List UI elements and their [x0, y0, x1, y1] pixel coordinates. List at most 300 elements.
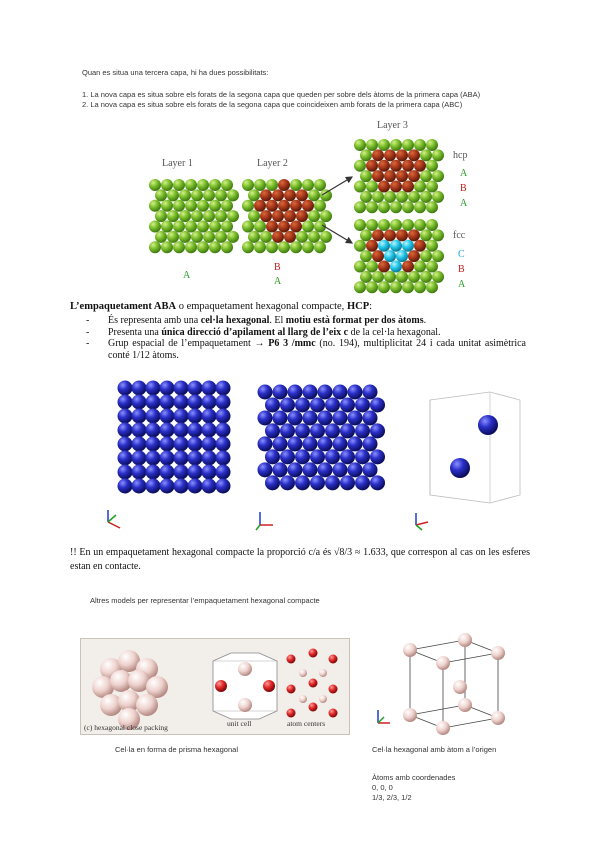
green-sphere: [167, 231, 179, 243]
layer2-letter-b: B: [274, 262, 281, 273]
navy-sphere: [174, 451, 189, 466]
green-sphere: [215, 189, 227, 201]
navy-sphere: [118, 465, 133, 480]
fcc-sphere: [366, 281, 378, 293]
navy-sphere: [132, 465, 147, 480]
red-atom: [309, 649, 318, 658]
navy-sphere: [146, 381, 161, 396]
hcp-sphere: [378, 181, 390, 193]
layer2-sphere: [314, 200, 326, 212]
fcc-sphere: [390, 219, 402, 231]
fcc-sphere: [372, 250, 384, 262]
navy-sphere: [355, 397, 370, 412]
hcp-side-view: [258, 385, 386, 491]
green-sphere: [173, 200, 185, 212]
layer2-sphere: [302, 241, 314, 253]
green-sphere: [215, 231, 227, 243]
close-packing-cluster: [92, 650, 168, 730]
hcp-sphere: [414, 160, 426, 172]
hcp-section-title: L’empaquetament ABA o empaquetament hexagonal compacte, HCP:: [70, 301, 373, 312]
navy-sphere: [265, 475, 280, 490]
unit-cell-atom-bottom: [450, 458, 470, 478]
fcc-sphere: [408, 229, 420, 241]
green-sphere: [161, 179, 173, 191]
navy-sphere: [333, 410, 348, 425]
navy-sphere: [160, 395, 175, 410]
hexagonal-close-packing-panel: [80, 638, 350, 735]
green-sphere: [227, 210, 239, 222]
navy-sphere: [318, 410, 333, 425]
layer2-sphere: [302, 179, 314, 191]
hcp-sphere: [396, 149, 408, 161]
intro-text: Quan es situa una tercera capa, hi ha dues possibilitats:: [82, 68, 269, 77]
layer2-label: Layer 2: [257, 158, 288, 169]
fcc-sphere: [366, 240, 378, 252]
hcp-top-view: [118, 381, 231, 494]
green-sphere: [161, 200, 173, 212]
fcc-letter-c: C: [458, 249, 465, 260]
unit-cell-atom-top: [478, 415, 498, 435]
green-sphere: [167, 189, 179, 201]
fcc-sphere: [396, 250, 408, 262]
hcp-sphere: [366, 181, 378, 193]
navy-sphere: [188, 465, 203, 480]
fcc-sphere: [366, 219, 378, 231]
layer2-sphere: [290, 241, 302, 253]
pink-atom: [319, 695, 327, 703]
layer2-letter-a: A: [274, 276, 282, 287]
navy-sphere: [348, 462, 363, 477]
navy-sphere: [303, 385, 318, 400]
layer2-sphere: [272, 189, 284, 201]
red-atom: [309, 679, 318, 688]
red-atom: [329, 655, 338, 664]
hcp-sphere: [402, 181, 414, 193]
hexagonal-cell-origin-figure: [370, 625, 530, 745]
navy-sphere: [303, 462, 318, 477]
layer2-sphere: [278, 179, 290, 191]
navy-sphere: [146, 395, 161, 410]
navy-sphere: [174, 395, 189, 410]
red-atom: [287, 709, 296, 718]
hcp-sphere: [426, 181, 438, 193]
navy-sphere: [318, 462, 333, 477]
navy-sphere: [188, 437, 203, 452]
hcp-sphere: [354, 139, 366, 151]
fcc-sphere: [414, 219, 426, 231]
green-sphere: [161, 241, 173, 253]
fcc-sphere: [414, 281, 426, 293]
green-sphere: [197, 179, 209, 191]
pink-atom: [299, 669, 307, 677]
fcc-sphere: [402, 281, 414, 293]
green-sphere: [155, 210, 167, 222]
fcc-sphere: [432, 271, 444, 283]
layer2-sphere: [284, 189, 296, 201]
fcc-sphere: [378, 219, 390, 231]
green-sphere: [149, 179, 161, 191]
navy-sphere: [273, 385, 288, 400]
green-sphere: [185, 200, 197, 212]
navy-sphere: [202, 479, 217, 494]
navy-sphere: [325, 449, 340, 464]
arrow-to-hcp: [322, 177, 352, 195]
hcp-sphere: [420, 149, 432, 161]
layer2-sphere: [242, 179, 254, 191]
layer2-sphere: [242, 221, 254, 233]
navy-sphere: [174, 423, 189, 438]
fcc-sphere: [366, 261, 378, 273]
layer2-sphere: [320, 210, 332, 222]
hcp-sphere: [390, 160, 402, 172]
navy-sphere: [318, 385, 333, 400]
bullet-space-group: - Grup espacial de l’empaquetament → P6 3 /mmc (no. 194), multiplicitat 24 i cada unitat asimètrica conté 1/12 àtoms.: [86, 338, 526, 361]
navy-sphere: [118, 479, 133, 494]
layer2-sphere: [266, 179, 278, 191]
green-sphere: [221, 241, 233, 253]
hcp-sphere: [384, 191, 396, 203]
navy-sphere: [132, 395, 147, 410]
hcp-sphere: [396, 170, 408, 182]
navy-sphere: [202, 465, 217, 480]
green-sphere: [173, 221, 185, 233]
navy-sphere: [258, 410, 273, 425]
navy-sphere: [363, 436, 378, 451]
navy-sphere: [160, 437, 175, 452]
navy-sphere: [216, 395, 231, 410]
fcc-sphere: [426, 281, 438, 293]
unit-cell-drawing: [213, 653, 277, 719]
fcc-sphere: [432, 250, 444, 262]
green-sphere: [185, 221, 197, 233]
layer2-sphere: [260, 210, 272, 222]
navy-sphere: [202, 381, 217, 396]
fcc-sphere: [378, 281, 390, 293]
hcp-sphere: [366, 201, 378, 213]
hcp-unit-cell-view: [430, 392, 520, 503]
fcc-letter-a: A: [458, 279, 466, 290]
navy-sphere: [288, 385, 303, 400]
navy-sphere: [355, 449, 370, 464]
pink-sphere: [136, 694, 158, 716]
navy-sphere: [363, 410, 378, 425]
navy-sphere: [146, 451, 161, 466]
navy-sphere: [288, 410, 303, 425]
layer2-sphere: [290, 200, 302, 212]
layer2-sphere: [278, 241, 290, 253]
navy-sphere: [348, 385, 363, 400]
fcc-sphere: [390, 281, 402, 293]
green-sphere: [209, 241, 221, 253]
fcc-sphere: [372, 271, 384, 283]
fcc-spheres: [354, 219, 444, 293]
green-sphere: [173, 179, 185, 191]
navy-sphere: [146, 423, 161, 438]
hcp-sphere: [414, 181, 426, 193]
hcp-sphere: [378, 139, 390, 151]
green-sphere: [209, 200, 221, 212]
navy-sphere: [303, 436, 318, 451]
navy-sphere: [132, 381, 147, 396]
navy-sphere: [355, 423, 370, 438]
fcc-sphere: [354, 219, 366, 231]
navy-sphere: [174, 437, 189, 452]
navy-sphere: [265, 397, 280, 412]
navy-sphere: [118, 381, 133, 396]
navy-sphere: [202, 409, 217, 424]
layer1-letter-a: A: [183, 270, 191, 281]
navy-sphere: [340, 475, 355, 490]
navy-sphere: [118, 451, 133, 466]
layer1-spheres: [149, 179, 239, 253]
navy-sphere: [174, 479, 189, 494]
navy-sphere: [280, 475, 295, 490]
fcc-sphere: [396, 229, 408, 241]
layer2-sphere: [284, 210, 296, 222]
hcp-sphere: [372, 191, 384, 203]
navy-sphere: [280, 397, 295, 412]
green-sphere: [197, 241, 209, 253]
layer2-sphere: [302, 221, 314, 233]
navy-sphere: [370, 423, 385, 438]
green-sphere: [185, 241, 197, 253]
hcp-sphere: [396, 191, 408, 203]
atom-centers-drawing: [287, 649, 338, 718]
axis-triad-1: [108, 510, 120, 528]
navy-sphere: [174, 409, 189, 424]
navy-sphere: [160, 423, 175, 438]
green-sphere: [203, 210, 215, 222]
navy-sphere: [132, 423, 147, 438]
hcp-sphere: [390, 201, 402, 213]
fcc-sphere: [384, 229, 396, 241]
layer2-sphere: [242, 241, 254, 253]
navy-sphere: [216, 381, 231, 396]
navy-sphere: [216, 423, 231, 438]
navy-sphere: [202, 423, 217, 438]
navy-sphere: [202, 437, 217, 452]
fcc-sphere: [390, 240, 402, 252]
layer2-sphere: [260, 231, 272, 243]
navy-sphere: [325, 423, 340, 438]
green-sphere: [179, 231, 191, 243]
green-sphere: [197, 200, 209, 212]
hcp-sphere: [360, 191, 372, 203]
navy-sphere: [310, 475, 325, 490]
navy-sphere: [118, 423, 133, 438]
layer2-spheres: [242, 179, 332, 253]
fcc-sphere: [390, 261, 402, 273]
navy-sphere: [188, 409, 203, 424]
hcp-sphere: [426, 201, 438, 213]
green-sphere: [161, 221, 173, 233]
navy-sphere: [325, 397, 340, 412]
navy-sphere: [216, 479, 231, 494]
fcc-sphere: [426, 261, 438, 273]
green-sphere: [203, 189, 215, 201]
navy-sphere: [258, 436, 273, 451]
green-sphere: [227, 189, 239, 201]
navy-sphere: [303, 410, 318, 425]
navy-sphere: [202, 395, 217, 410]
hcp-sphere: [384, 149, 396, 161]
navy-sphere: [348, 436, 363, 451]
pink-atom: [319, 669, 327, 677]
fcc-sphere: [420, 271, 432, 283]
green-sphere: [221, 221, 233, 233]
hcp-sphere: [426, 139, 438, 151]
green-sphere: [191, 189, 203, 201]
layer2-sphere: [296, 231, 308, 243]
green-sphere: [179, 189, 191, 201]
hcp-sphere: [408, 191, 420, 203]
green-sphere: [209, 221, 221, 233]
layer2-sphere: [296, 210, 308, 222]
navy-sphere: [340, 423, 355, 438]
layer2-sphere: [290, 179, 302, 191]
layer2-sphere: [254, 241, 266, 253]
close-packing-label: (c) hexagonal close packing: [84, 723, 168, 732]
hcp-sphere: [360, 170, 372, 182]
fcc-sphere: [372, 229, 384, 241]
navy-sphere: [310, 397, 325, 412]
hcp-letter-a-bottom: A: [460, 198, 468, 209]
fcc-sphere: [396, 271, 408, 283]
hcp-letter-a-top: A: [460, 168, 468, 179]
bullet-hexagonal-cell: - És representa amb una cel·la hexagonal. El motiu està format per dos àtoms.: [86, 315, 427, 326]
navy-sphere: [295, 449, 310, 464]
hcp-sphere: [366, 160, 378, 172]
navy-sphere: [188, 451, 203, 466]
navy-sphere: [370, 449, 385, 464]
red-atom: [287, 655, 296, 664]
fcc-sphere: [408, 250, 420, 262]
hcp-sphere: [426, 160, 438, 172]
navy-sphere: [146, 465, 161, 480]
layers-diagram: [0, 115, 600, 300]
layer2-sphere: [296, 189, 308, 201]
green-sphere: [197, 221, 209, 233]
layer2-sphere: [248, 210, 260, 222]
hcp-sphere: [354, 160, 366, 172]
hcp-sphere: [408, 149, 420, 161]
navy-sphere: [363, 462, 378, 477]
green-sphere: [209, 179, 221, 191]
navy-sphere: [132, 479, 147, 494]
hcp-sphere: [420, 191, 432, 203]
navy-sphere: [280, 423, 295, 438]
navy-sphere: [174, 381, 189, 396]
navy-sphere: [118, 409, 133, 424]
layer2-sphere: [266, 200, 278, 212]
coordinate-1: 0, 0, 0: [372, 783, 393, 792]
navy-sphere: [355, 475, 370, 490]
navy-sphere: [258, 462, 273, 477]
navy-sphere: [160, 465, 175, 480]
hcp-bullets: [86, 315, 526, 361]
atom-coordinates: [372, 773, 455, 803]
hcp-sphere: [354, 181, 366, 193]
green-sphere: [227, 231, 239, 243]
navy-sphere: [258, 385, 273, 400]
navy-sphere: [160, 409, 175, 424]
navy-sphere: [273, 462, 288, 477]
hcp-sphere: [378, 160, 390, 172]
navy-sphere: [288, 436, 303, 451]
fcc-sphere: [408, 271, 420, 283]
navy-sphere: [216, 451, 231, 466]
fcc-letter-b: B: [458, 264, 465, 275]
fcc-sphere: [402, 261, 414, 273]
layer2-sphere: [260, 189, 272, 201]
axis-triad-2: [256, 512, 273, 530]
fcc-sphere: [378, 261, 390, 273]
hcp-sphere: [420, 170, 432, 182]
atom-centers-label: atom centers: [287, 719, 326, 728]
layers-figure: [0, 115, 600, 300]
navy-sphere: [310, 449, 325, 464]
layer2-sphere: [272, 210, 284, 222]
navy-sphere: [160, 479, 175, 494]
navy-sphere: [370, 397, 385, 412]
green-sphere: [173, 241, 185, 253]
hcp-sphere: [432, 170, 444, 182]
navy-sphere: [146, 437, 161, 452]
green-sphere: [185, 179, 197, 191]
green-sphere: [155, 189, 167, 201]
layer1-label: Layer 1: [162, 158, 193, 169]
navy-sphere: [118, 395, 133, 410]
navy-sphere: [333, 436, 348, 451]
ratio-note: !! En un empaquetament hexagonal compacte la proporció c/a és √8/3 ≈ 1.633, que correspon al cas on les esferes estan en contacte.: [70, 547, 530, 572]
navy-sphere: [333, 462, 348, 477]
fcc-sphere: [426, 219, 438, 231]
fcc-sphere: [414, 240, 426, 252]
hcp-letter-b: B: [460, 183, 467, 194]
navy-sphere: [188, 395, 203, 410]
fcc-sphere: [420, 250, 432, 262]
navy-sphere: [146, 479, 161, 494]
layer2-sphere: [266, 221, 278, 233]
navy-sphere: [188, 423, 203, 438]
navy-sphere: [310, 423, 325, 438]
hcp-label: hcp: [453, 150, 468, 161]
fcc-sphere: [378, 240, 390, 252]
layer2-sphere: [278, 200, 290, 212]
layer2-sphere: [314, 241, 326, 253]
navy-sphere: [174, 465, 189, 480]
green-sphere: [167, 210, 179, 222]
navy-sphere: [160, 451, 175, 466]
green-sphere: [149, 241, 161, 253]
fcc-label: fcc: [453, 230, 466, 241]
fcc-sphere: [420, 229, 432, 241]
navy-sphere: [280, 449, 295, 464]
navy-sphere: [295, 397, 310, 412]
fcc-sphere: [402, 219, 414, 231]
fcc-sphere: [426, 240, 438, 252]
navy-sphere: [216, 465, 231, 480]
hcp-sphere: [414, 139, 426, 151]
green-sphere: [191, 231, 203, 243]
hcp-sphere: [414, 201, 426, 213]
navy-sphere: [132, 409, 147, 424]
red-atom: [287, 685, 296, 694]
navy-sphere: [202, 451, 217, 466]
coordinates-title: Àtoms amb coordenades: [372, 773, 456, 782]
hcp-sphere: [372, 170, 384, 182]
bullet-stacking-direction: - Presenta una única direcció d’apilament al llarg de l’eix c de la cel·la hexagonal.: [86, 326, 441, 338]
